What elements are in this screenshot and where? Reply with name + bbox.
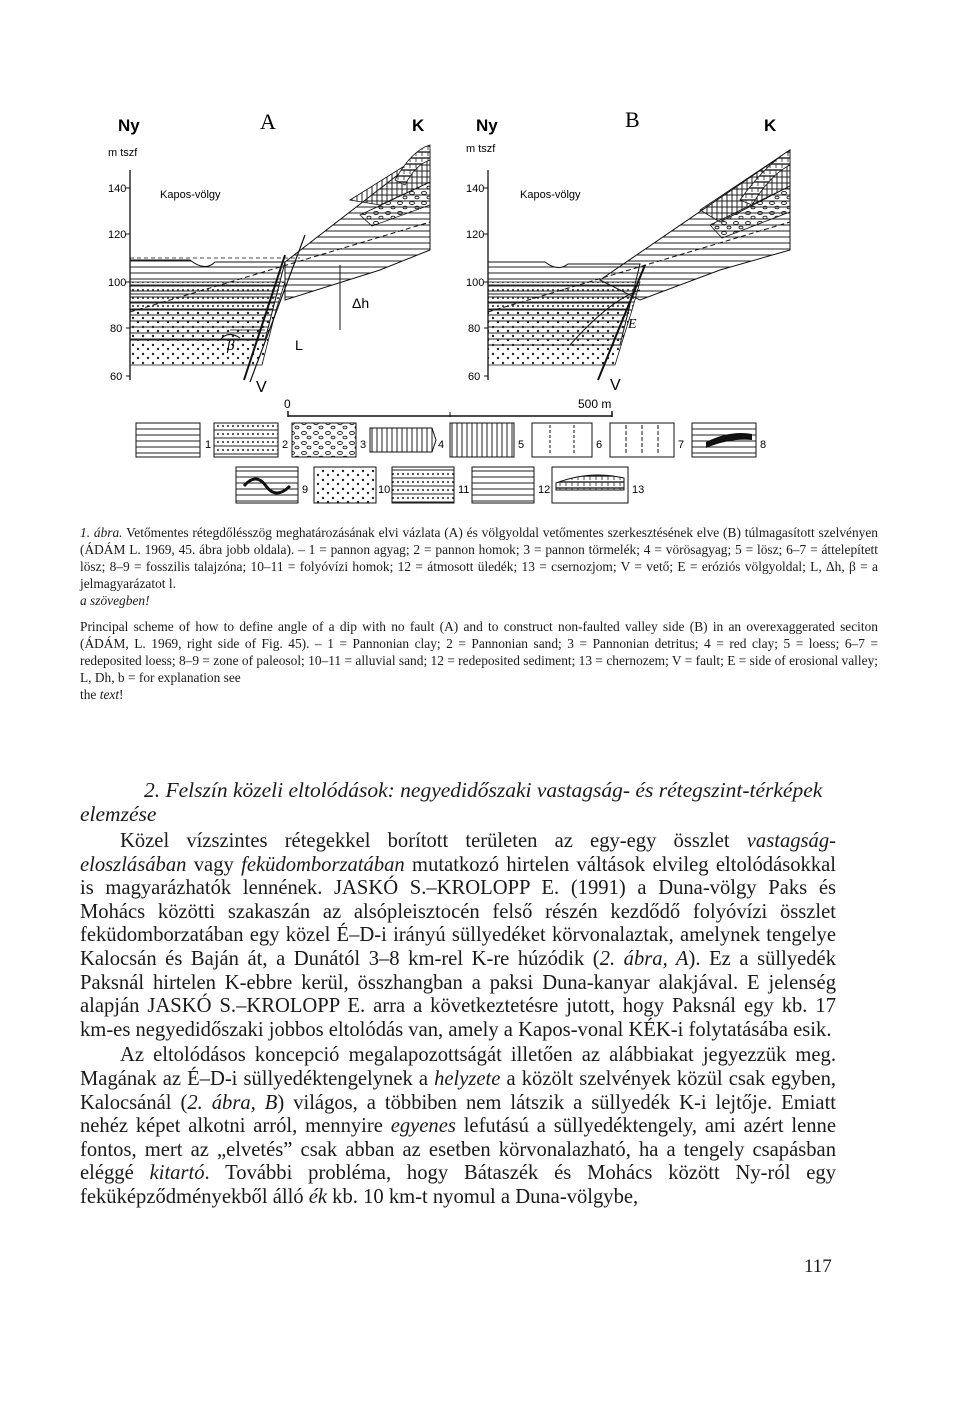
legend-label-6: 6: [596, 439, 603, 451]
p1-text-c: mutatkozó hirtelen váltások elvileg eltolódásokkal is magyarázhatók lennének. JASKÓ S.–KROLOPP E. (1991) a Duna-völgy Paks és Mohács közötti szakaszán az alsópleisztocén felső részén kezdődő folyóvízi összlet feküdomborzatában egy közel É–D-i irányú süllyedéket körvonalaztak, amelynek tengelye Kalocsán és Baján át, a Dunától 3–8 km-rel K-re húzódik (: [80, 853, 836, 970]
scale-end: 500 m: [578, 397, 612, 411]
panel-a-left-label: Ny: [118, 116, 140, 135]
section-heading-line1: 2. Felszín közeli eltolódások: negyedidőszaki vastagság- és rétegszint-térképek: [144, 778, 823, 802]
legend-label-10: 10: [378, 484, 391, 496]
panel-a-fault-label: V: [256, 379, 267, 396]
caption-english: [80, 618, 878, 686]
panel-a-right-label: K: [412, 116, 425, 135]
panel-b-left-label: Ny: [476, 116, 498, 135]
panel-a-tick-100: 100: [108, 277, 127, 289]
p2-italic-4: kitartó: [149, 1162, 205, 1185]
p2-text-b: a közölt szelvények közül csak egyben, Kalocsánál (: [80, 1067, 837, 1114]
legend-label-8: 8: [760, 439, 767, 451]
caption-hu-text: Vetőmentes rétegdőlésszög meghatározásának elvi vázlata (A) és völgyoldal vetőmentes szerkesztésének elve (B) túlmagasított szelvényen (ÁDÁM L. 1969, 45. ábra jobb oldala). – 1 = pannon agyag; 2 = pannon homok; 3 = pannon törmelék; 4 = vörösagyag; 5 = lösz; 6–7 = áttelepített lösz; 8–9 = fosszilis talajzóna; 10–11 = folyóvízi homok; 12 = átmosott üledék; 13 = csernozjom; V = vető; E = eróziós völgyoldal; L, Δh, β = a jelmagyarázatot l.: [80, 525, 878, 591]
panel-b-tick-80: 80: [468, 323, 481, 335]
p2-text-d: lefutású a süllyedéktengely, ami azért lenne fontos, mert az „elvetés” csak abban az esetben körvonalazható, ha a tengely csapásban eléggé: [80, 1115, 836, 1185]
caption-en-tail-plain: the: [80, 687, 100, 702]
panel-a-title: A: [260, 109, 276, 134]
legend-label-1: 1: [205, 439, 212, 451]
legend: [136, 423, 766, 503]
caption-en-tail-end: !: [119, 687, 124, 702]
panel-b-fault-label: V: [610, 377, 621, 394]
p1-text-a: Közel vízszintes rétegekkel borított területen az egy-egy összlet: [120, 830, 747, 852]
panel-a-valley-label: Kapos-völgy: [160, 189, 221, 201]
figure-caption: [80, 524, 878, 703]
panel-a-l-label: L: [295, 337, 303, 353]
panel-b-tick-100: 100: [466, 277, 485, 289]
section-heading-line2: elemzése: [80, 802, 157, 826]
p2-italic-5: ék: [308, 1185, 328, 1208]
scale-start: 0: [284, 397, 291, 411]
legend-label-11: 11: [458, 484, 470, 496]
legend-label-13: 13: [632, 484, 645, 496]
panel-a-unit: m tszf: [108, 147, 138, 159]
p2-text-a: Az eltolódásos koncepció megalapozottságát illetően az alábbiakat jegyezzük meg. Magának az É–D-i süllyedéktengelynek a: [80, 1044, 836, 1090]
page-number: 117: [804, 1256, 832, 1277]
panel-a: [108, 109, 430, 396]
panel-b: [466, 107, 790, 394]
caption-hu-tail: a szövegben!: [80, 593, 150, 608]
legend-label-2: 2: [282, 439, 289, 451]
panel-a-tick-60: 60: [110, 371, 123, 383]
panel-b-title: B: [625, 107, 640, 132]
panel-a-dh-label: Δh: [352, 295, 370, 311]
legend-label-9: 9: [302, 484, 309, 496]
p2-italic-3: egyenes: [390, 1115, 456, 1138]
panel-a-tick-80: 80: [110, 323, 123, 335]
p1-italic-3: 2. ábra, A: [599, 947, 689, 970]
caption-en-tail: [80, 686, 878, 703]
scale-bar: [284, 397, 612, 417]
panel-b-valley-label: Kapos-völgy: [520, 189, 581, 201]
caption-en-text: Principal scheme of how to define angle of a dip with no fault (A) and to construct non-faulted valley side (B) in an overexaggerated seciton (ÁDÁM, L. 1969, right side of Fig. 45). – 1 = Pannonian clay; 2 = Pannonian sand; 3 = Pannonian detritus; 4 = red clay; 5 = loess; 6–7 = redeposited loess; 8–9 = zone of paleosol; 10–11 = alluvial sand; 12 = redeposited sediment; 13 = chernozem; V = fault; E = side of erosional valley; L, Dh, b = for explanation see: [80, 619, 878, 685]
p2-text-c: ) világos, a többiben nem látszik a süllyedék K-i lejtője. Emiatt nehéz képet alkotni arról, mennyire: [80, 1091, 837, 1138]
legend-label-3: 3: [360, 439, 367, 451]
panel-a-beta-label: β: [227, 338, 235, 354]
p2-text-f: kb. 10 km-t nyomul a Duna-völgybe,: [327, 1185, 639, 1208]
caption-label: 1. ábra.: [80, 525, 123, 540]
p1-italic-2: feküdomborzatában: [241, 853, 405, 876]
caption-en-tail-italic: text: [99, 687, 120, 702]
body-text: [80, 830, 836, 1210]
p2-italic-1: helyzete: [434, 1067, 501, 1090]
p1-text-b: vagy: [186, 853, 242, 876]
legend-label-5: 5: [518, 439, 525, 451]
caption-hungarian: [80, 524, 878, 592]
panel-b-tick-120: 120: [466, 229, 485, 241]
legend-label-12: 12: [538, 484, 551, 496]
panel-a-tick-120: 120: [108, 229, 127, 241]
p1-text-d: ). Ez a süllyedék Paksnál hirtelen K-ebbre kerül, összhangban a paksi Duna-kanyar alakjával. E jelenség alapján JASKÓ S.–KROLOPP E. arra a következtetésre jutott, hogy Paksnál egy kb. 17 km-es negyedidőszaki jobbos eltolódás van, amely a Kapos-vonal KÉK-i folytatásába esik.: [80, 947, 836, 1041]
legend-label-7: 7: [678, 439, 685, 451]
panel-b-right-label: K: [764, 116, 777, 135]
panel-b-unit: m tszf: [466, 143, 496, 155]
panel-a-tick-140: 140: [108, 183, 127, 195]
panel-a-ticks: [108, 183, 130, 383]
section-heading: [80, 778, 880, 826]
panel-b-e-label: E: [628, 317, 637, 332]
paragraph-1: [80, 830, 836, 1042]
panel-b-ticks: [466, 183, 488, 383]
p2-italic-2: 2. ábra, B: [187, 1091, 278, 1114]
p2-text-e: . További probléma, hogy Bátaszék és Mohács között Ny-ról egy feküképződményekből álló: [80, 1162, 836, 1208]
panel-b-tick-140: 140: [466, 183, 485, 195]
p1-italic-1: vastagság-eloszlásában: [80, 830, 836, 876]
legend-label-4: 4: [438, 439, 445, 451]
geologic-figure: [0, 95, 960, 515]
panel-b-tick-60: 60: [468, 371, 481, 383]
paragraph-2: [80, 1044, 836, 1209]
